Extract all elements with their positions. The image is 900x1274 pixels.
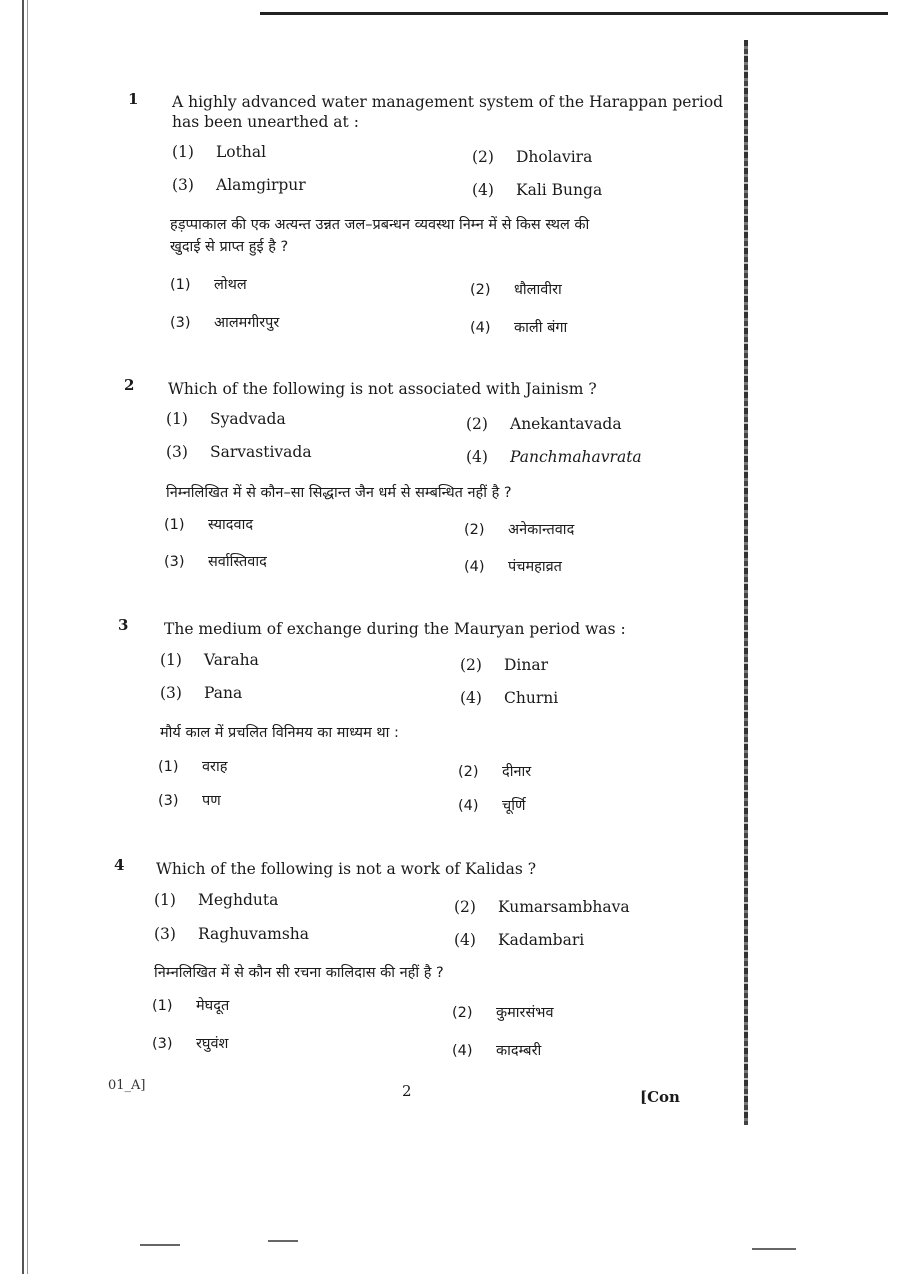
question-3-text-hi: मौर्य काल में प्रचलित विनिमय का माध्यम था : (160, 725, 399, 741)
q2-hi-option-2: (2) अनेकान्तवाद (464, 522, 575, 538)
left-border-inner (27, 0, 28, 1274)
q3-en-option-2: (2) Dinar (460, 656, 549, 674)
question-4-text-hi: निम्नलिखित में से कौन सी रचना कालिदास की नहीं है ? (154, 965, 444, 981)
q1-hi-option-2: (2) धौलावीरा (470, 282, 562, 298)
question-2-text-hi: निम्नलिखित में से कौन–सा सिद्धान्त जैन धर्म से सम्बन्धित नहीं है ? (166, 485, 512, 501)
page-number: 2 (402, 1082, 412, 1100)
q3-hi-option-4: (4) चूर्णि (458, 798, 526, 814)
scan-artifact (752, 1248, 796, 1250)
q1-hi-option-3: (3) आलमगीरपुर (170, 315, 280, 331)
scan-artifact (268, 1240, 298, 1242)
question-1-text-hi-line2: खुदाई से प्राप्त हुई है ? (170, 239, 289, 255)
question-3-text-en: The medium of exchange during the Mauryan period was : (164, 620, 626, 638)
q1-hi-option-1: (1) लोथल (170, 277, 247, 293)
q4-en-option-1: (1) Meghduta (154, 891, 279, 909)
q1-en-option-1: (1) Lothal (172, 143, 267, 161)
scan-artifact (140, 1244, 180, 1246)
q3-en-option-1: (1) Varaha (160, 651, 259, 669)
q3-hi-option-1: (1) वराह (158, 759, 228, 775)
question-4-number: 4 (114, 856, 125, 874)
question-4-text-en: Which of the following is not a work of Kalidas ? (156, 860, 537, 878)
q4-en-option-4: (4) Kadambari (454, 931, 585, 949)
q3-en-option-4: (4) Churni (460, 689, 559, 707)
q1-en-option-2: (2) Dholavira (472, 148, 593, 166)
continued-marker: [Con (640, 1088, 680, 1106)
q4-hi-option-3: (3) रघुवंश (152, 1036, 229, 1052)
q4-en-option-2: (2) Kumarsambhava (454, 898, 630, 916)
left-border (22, 0, 24, 1274)
q2-en-option-1: (1) Syadvada (166, 410, 286, 428)
q4-hi-option-4: (4) कादम्बरी (452, 1043, 542, 1059)
q3-hi-option-3: (3) पण (158, 793, 221, 809)
q4-hi-option-1: (1) मेघदूत (152, 998, 230, 1014)
question-2-text-en: Which of the following is not associated with Jainism ? (168, 380, 597, 398)
question-1-text-hi-line1: हड़प्पाकाल की एक अत्यन्त उन्नत जल–प्रबन्धन व्यवस्था निम्न में से किस स्थल की (170, 217, 590, 233)
q2-hi-option-3: (3) सर्वास्तिवाद (164, 554, 267, 570)
question-2-number: 2 (124, 376, 135, 394)
paper-code: 01_A] (108, 1078, 146, 1093)
question-1-number: 1 (128, 90, 139, 108)
q1-hi-option-4: (4) काली बंगा (470, 320, 568, 336)
q4-hi-option-2: (2) कुमारसंभव (452, 1005, 554, 1021)
q4-en-option-3: (3) Raghuvamsha (154, 925, 310, 943)
q3-hi-option-2: (2) दीनार (458, 764, 532, 780)
q2-en-option-2: (2) Anekantavada (466, 415, 622, 433)
q2-hi-option-1: (1) स्यादवाद (164, 517, 254, 533)
q2-en-option-4: (4) Panchmahavrata (466, 448, 642, 466)
top-border (260, 12, 888, 15)
q3-en-option-3: (3) Pana (160, 684, 243, 702)
right-binding-edge (744, 40, 748, 1125)
question-1-text-en: A highly advanced water management system of the Harappan period has been unearthed at : (172, 93, 724, 131)
q2-hi-option-4: (4) पंचमहाव्रत (464, 559, 562, 575)
question-3-number: 3 (118, 616, 129, 634)
q1-en-option-3: (3) Alamgirpur (172, 176, 306, 194)
q2-en-option-3: (3) Sarvastivada (166, 443, 312, 461)
q1-en-option-4: (4) Kali Bunga (472, 181, 603, 199)
